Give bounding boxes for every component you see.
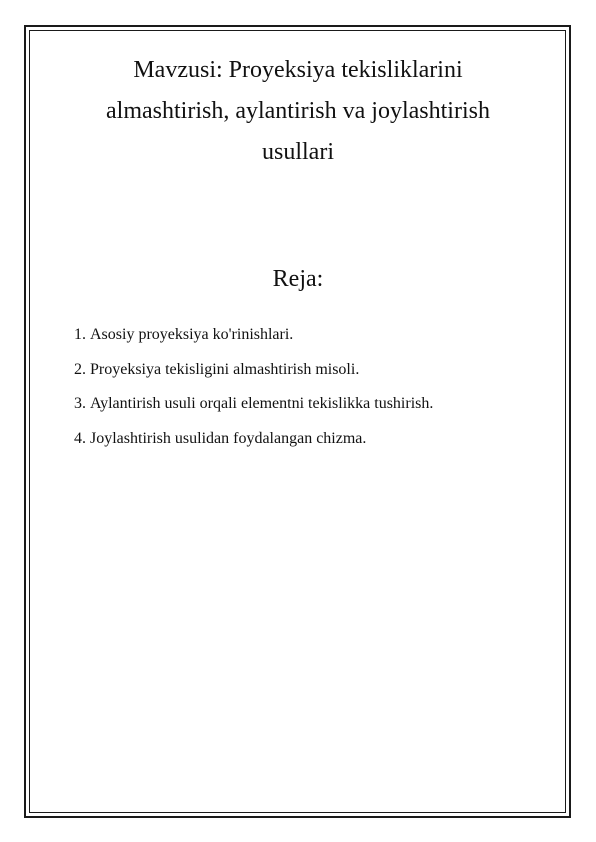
plan-item-number: 1. — [74, 326, 86, 343]
title-line-2: almashtirish, aylantirish va joylashtirish — [106, 98, 490, 124]
plan-heading: Reja: — [272, 266, 324, 292]
plan-item — [74, 359, 433, 394]
title-line-3: usullari — [262, 139, 334, 165]
plan-item-text: Proyeksiya tekisligini almashtirish misoli. — [90, 360, 360, 378]
plan-item — [74, 324, 433, 359]
plan-item-number: 3. — [74, 395, 86, 412]
title-line-1: Mavzusi: Proyeksiya tekisliklarini — [133, 57, 463, 83]
plan-item-text: Joylashtirish usulidan foydalangan chizma. — [90, 429, 367, 447]
plan-item — [74, 428, 433, 463]
plan-item — [74, 393, 433, 428]
document-title — [0, 50, 596, 173]
plan-item-text: Asosiy proyeksiya ko'rinishlari. — [90, 326, 294, 343]
plan-item-number: 4. — [74, 429, 86, 447]
plan-item-text: Aylantirish usuli orqali elementni tekislikka tushirish. — [90, 395, 434, 412]
plan-list — [74, 324, 433, 462]
plan-item-number: 2. — [74, 360, 86, 378]
